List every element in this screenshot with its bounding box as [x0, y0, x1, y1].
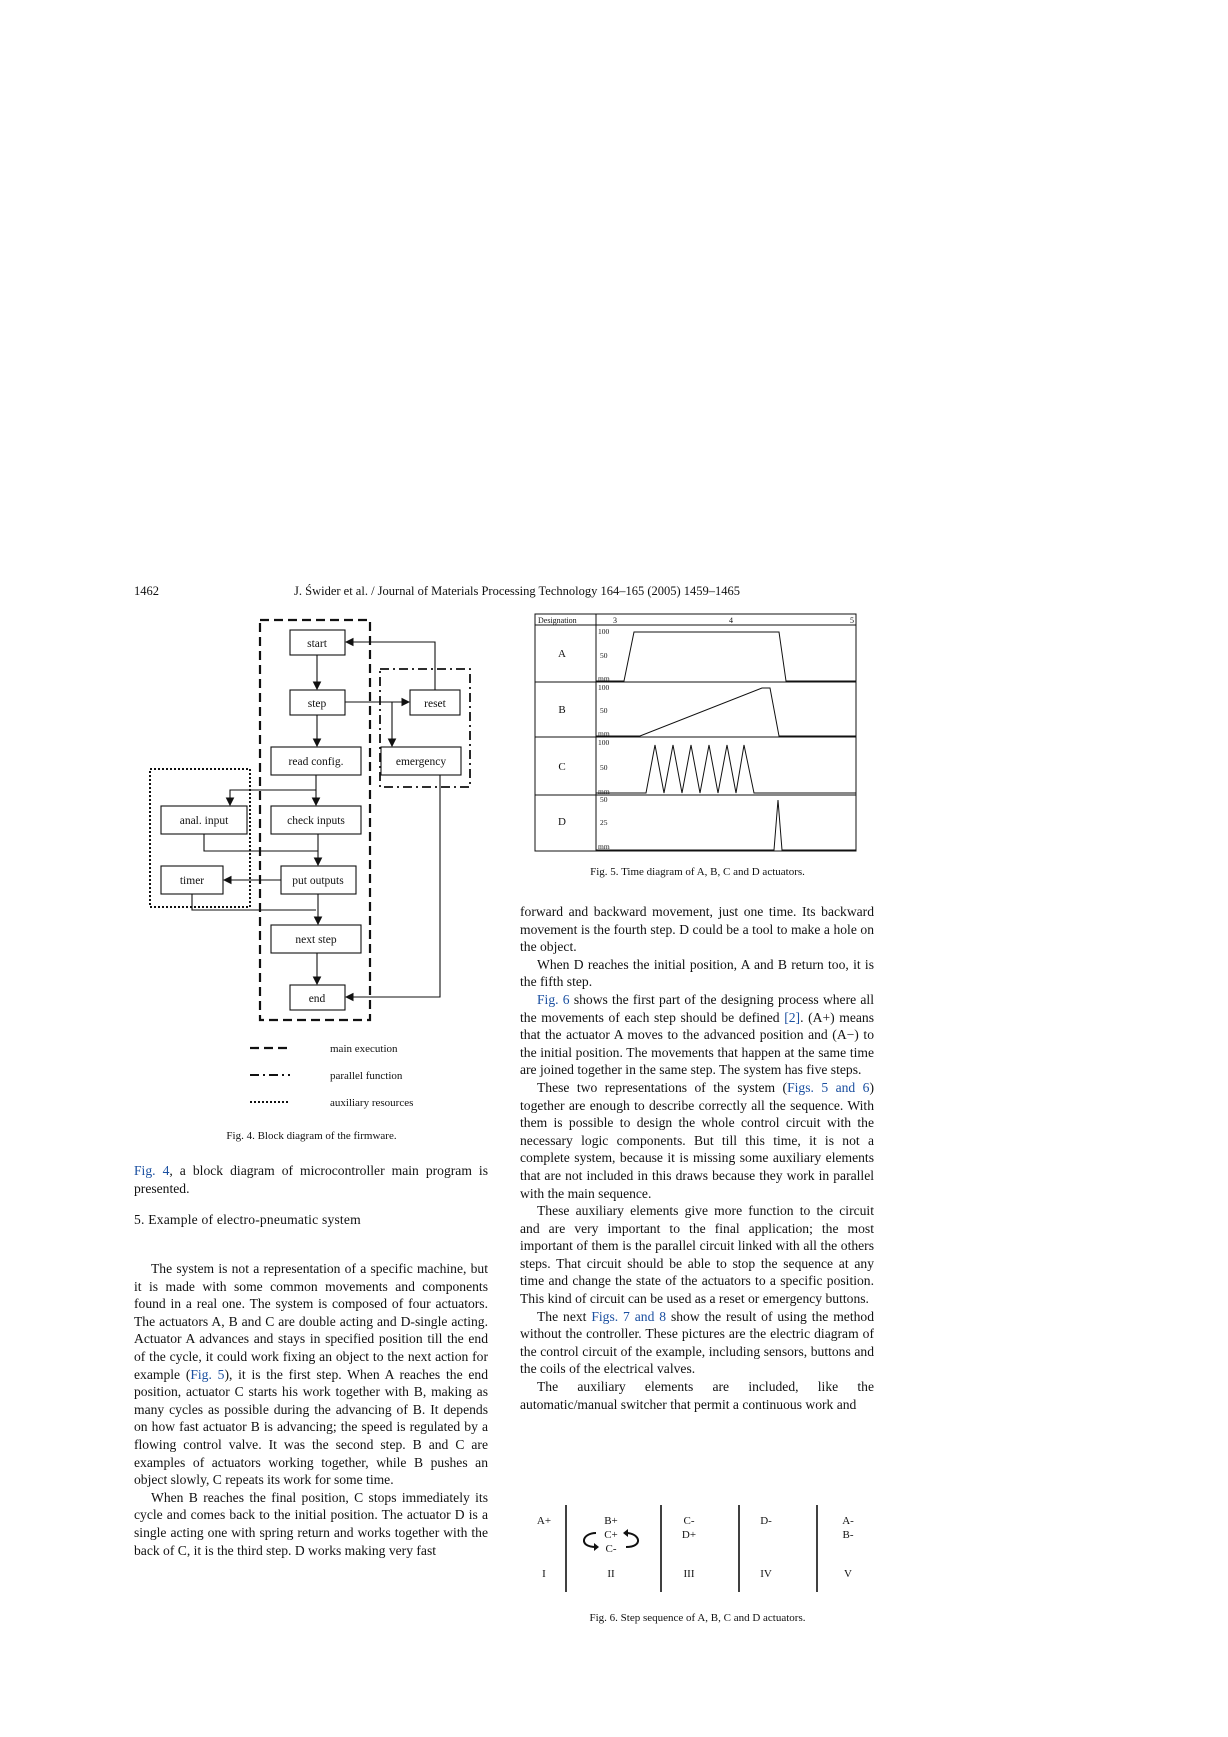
svg-text:D-: D-: [760, 1515, 772, 1527]
svg-text:50: 50: [600, 706, 608, 715]
fig5-step-4: 4: [729, 616, 733, 625]
legend-main-text: main execution: [330, 1043, 398, 1055]
right-paragraph-5: These auxiliary elements give more function to the circuit and are very important to the final application; the most important of them is the parallel circuit linked with all the others steps. That circuit should be able to stop the sequence at any time and change the state of the actuators to a specific position. This kind of circuit can be used as a reset or emergency buttons.: [520, 1203, 874, 1307]
label-reset: reset: [424, 698, 446, 710]
label-next-step: next step: [295, 934, 337, 946]
ref-2-link[interactable]: [2]: [784, 1009, 801, 1025]
svg-text:A+: A+: [536, 1515, 552, 1527]
svg-text:25: 25: [600, 818, 608, 827]
label-put-outputs: put outputs: [292, 875, 344, 887]
svg-text:mm: mm: [598, 674, 610, 683]
right-paragraph-2: When D reaches the initial position, A and B return too, it is the fifth step.: [520, 956, 874, 990]
legend-parallel-text: parallel function: [330, 1070, 403, 1082]
svg-text:mm: mm: [598, 729, 610, 738]
svg-text:I: I: [542, 1568, 546, 1580]
fig6-step-sequence: [520, 1500, 875, 1600]
left-column-body: [134, 1260, 488, 1559]
svg-text:C-: C-: [605, 1543, 617, 1555]
svg-text:IV: IV: [760, 1568, 772, 1580]
fig5-step-3: 3: [613, 616, 617, 625]
left-paragraph-2: When B reaches the final position, C stops immediately its cycle and comes back to the initial position. The actuator D is a single acting one with spring return and works together with the back of C, it is the third step. D works making very fast: [134, 1489, 488, 1558]
row-label-a: A: [558, 648, 566, 660]
svg-text:C-: C-: [683, 1515, 695, 1527]
right-paragraph-1: forward and backward movement, just one time. Its backward movement is the fourth step. D could be a tool to make a hole on the object.: [520, 904, 874, 955]
right-paragraph-3: Fig. 6 shows the first part of the designing process where all the movements of each step should be defined [2]. (A+) means that the actuator A moves to the advanced position and (A−) to the initial position. The movements that happen at the same time are joined together in the same step. The system has five steps.: [520, 991, 875, 1078]
fig4-link[interactable]: Fig. 4: [134, 1163, 170, 1178]
fig6-link[interactable]: Fig. 6: [537, 991, 570, 1007]
right-paragraph-6: The next Figs. 7 and 8 show the result of using the method without the controller. These pictures are the electric diagram of the control circuit of the example, including sensors, buttons and the coils of the electrical valves.: [520, 1308, 874, 1377]
fig6-caption: Fig. 6. Step sequence of A, B, C and D actuators.: [589, 1612, 806, 1624]
label-start: start: [307, 638, 327, 650]
svg-text:B+: B+: [604, 1515, 618, 1527]
svg-text:II: II: [607, 1568, 615, 1580]
svg-text:mm: mm: [598, 842, 610, 851]
label-step: step: [307, 698, 327, 710]
figs-5-6-link[interactable]: Figs. 5 and 6: [787, 1079, 870, 1095]
svg-text:A-: A-: [842, 1515, 854, 1527]
svg-text:100: 100: [598, 627, 610, 636]
journal-citation: J. Świder et al. / Journal of Materials Processing Technology 164–165 (2005) 1459–1465: [294, 584, 741, 598]
trace-c: [596, 745, 856, 793]
legend-auxiliary-text: auxiliary resources: [330, 1097, 414, 1109]
fig4-caption: Fig. 4. Block diagram of the firmware.: [226, 1130, 397, 1142]
trace-d: [596, 800, 856, 850]
fig5-time-diagram: [534, 612, 859, 854]
label-timer: timer: [179, 875, 205, 887]
svg-text:100: 100: [598, 738, 610, 747]
svg-text:50: 50: [600, 763, 608, 772]
fig5-designation: Designation: [538, 616, 577, 625]
svg-text:C+: C+: [604, 1529, 618, 1541]
trace-a: [596, 632, 856, 681]
left-column-top: Fig. 4, a block diagram of microcontroller main program is presented.: [134, 1163, 489, 1196]
row-label-c: C: [558, 761, 566, 773]
label-read-config: read config.: [288, 756, 344, 768]
label-emergency: emergency: [395, 756, 447, 768]
fig4-block-diagram: [130, 606, 490, 1121]
running-header: [134, 584, 874, 604]
label-check-inputs: check inputs: [287, 815, 345, 827]
fig5-caption: Fig. 5. Time diagram of A, B, C and D actuators.: [590, 866, 805, 878]
label-end: end: [308, 993, 326, 1005]
svg-text:50: 50: [600, 795, 608, 804]
svg-text:III: III: [683, 1568, 695, 1580]
figs-7-8-link[interactable]: Figs. 7 and 8: [591, 1308, 667, 1324]
svg-text:B-: B-: [842, 1529, 854, 1541]
svg-text:mm: mm: [598, 787, 610, 796]
svg-text:100: 100: [598, 683, 610, 692]
svg-text:50: 50: [600, 651, 608, 660]
trace-b: [596, 688, 856, 736]
fig5-link[interactable]: Fig. 5: [190, 1366, 225, 1382]
left-paragraph-1: The system is not a representation of a specific machine, but it is made with some common movements and components found in a real one. The system is composed of four actuators. The actuators A, B and C are double acting and D-single acting. Actuator A advances and stays in specified position till the end of the cycle, it could work fixing an object to the next action for example (Fig. 5), it is the first step. When A reaches the end position, actuator C starts his work together with B, making as many cycles as possible during the advancing of B. It depends on how fast actuator B is advancing; the speed is regulated by a flowing control valve. It was the second step. B and C are examples of actuators working together, while B pushes an object slowly, C repeats its work for some time.: [134, 1261, 488, 1488]
svg-text:D+: D+: [681, 1529, 697, 1541]
row-label-b: B: [558, 704, 566, 716]
right-paragraph-4: These two representations of the system (Figs. 5 and 6) together are enough to describe correctly all the sequence. With them is possible to design the whole control circuit with the necessary logic components. But till this time, it is not a complete system, because it is missing some auxiliary elements that are not included in this draws because they work in parallel with the main sequence.: [520, 1079, 874, 1201]
label-anal-input: anal. input: [179, 815, 229, 827]
svg-text:V: V: [844, 1568, 852, 1580]
right-column-body: [520, 903, 874, 1413]
page-number: 1462: [134, 584, 159, 598]
right-paragraph-7: The auxiliary elements are included, like the automatic/manual switcher that permit a continuous work and: [520, 1379, 874, 1412]
row-label-d: D: [558, 816, 566, 828]
fig5-step-5: 5: [850, 616, 854, 625]
section-title: 5. Example of electro-pneumatic system: [134, 1212, 361, 1227]
